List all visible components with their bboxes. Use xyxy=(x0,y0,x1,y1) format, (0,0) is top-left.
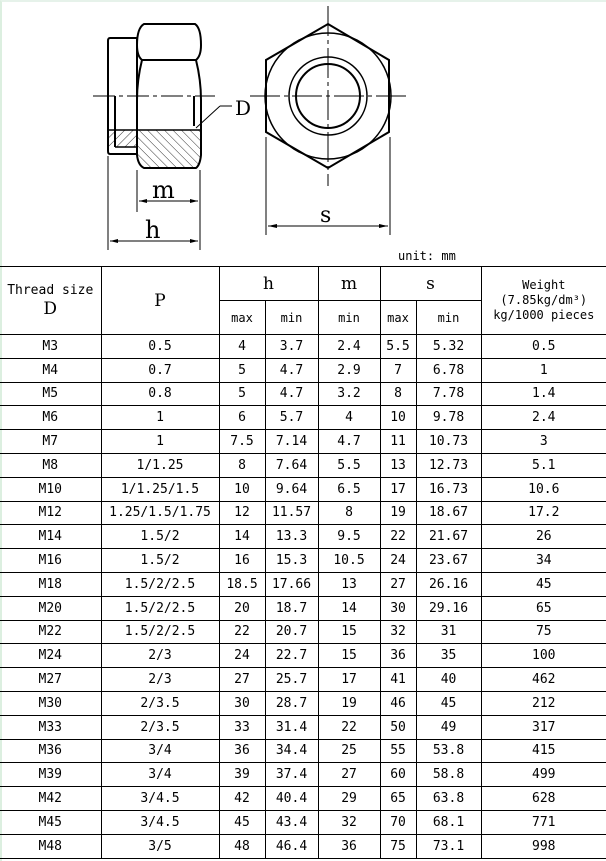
cell-s-min: 12.73 xyxy=(416,453,481,477)
cell-h-min: 22.7 xyxy=(265,644,318,668)
cell-weight: 100 xyxy=(481,644,606,668)
cell-s-max: 36 xyxy=(380,644,416,668)
cell-h-max: 39 xyxy=(219,763,265,787)
cell-pitch: 2/3.5 xyxy=(101,691,219,715)
cell-thread-size: M39 xyxy=(0,763,101,787)
cell-h-max: 18.5 xyxy=(219,572,265,596)
cell-thread-size: M16 xyxy=(0,549,101,573)
cell-h-min: 7.64 xyxy=(265,453,318,477)
cell-weight: 17.2 xyxy=(481,501,606,525)
cell-h-min: 40.4 xyxy=(265,787,318,811)
label-s: s xyxy=(320,203,332,228)
cell-h-max: 6 xyxy=(219,406,265,430)
cell-pitch: 1/1.25/1.5 xyxy=(101,477,219,501)
cell-h-max: 5 xyxy=(219,382,265,406)
label-d: D xyxy=(235,96,252,120)
cell-s-min: 31 xyxy=(416,620,481,644)
cell-thread-size: M6 xyxy=(0,406,101,430)
cell-s-min: 10.73 xyxy=(416,430,481,454)
cell-m-min: 14 xyxy=(318,596,380,620)
cell-h-max: 30 xyxy=(219,691,265,715)
label-m: m xyxy=(152,176,175,204)
cell-s-max: 17 xyxy=(380,477,416,501)
cell-s-min: 63.8 xyxy=(416,787,481,811)
cell-h-max: 33 xyxy=(219,715,265,739)
table-row xyxy=(0,382,606,406)
cell-pitch: 1.5/2/2.5 xyxy=(101,596,219,620)
cell-thread-size: M8 xyxy=(0,453,101,477)
cell-m-min: 2.4 xyxy=(318,335,380,359)
cell-h-min: 25.7 xyxy=(265,668,318,692)
cell-h-max: 20 xyxy=(219,596,265,620)
cell-s-max: 32 xyxy=(380,620,416,644)
cell-h-max: 8 xyxy=(219,453,265,477)
cell-thread-size: M12 xyxy=(0,501,101,525)
cell-s-min: 73.1 xyxy=(416,834,481,858)
cell-h-min: 20.7 xyxy=(265,620,318,644)
cell-s-max: 19 xyxy=(380,501,416,525)
cell-h-min: 28.7 xyxy=(265,691,318,715)
cell-h-min: 46.4 xyxy=(265,834,318,858)
cell-pitch: 1/1.25 xyxy=(101,453,219,477)
cell-s-min: 40 xyxy=(416,668,481,692)
cell-weight: 75 xyxy=(481,620,606,644)
label-h: h xyxy=(145,216,161,244)
cell-s-min: 7.78 xyxy=(416,382,481,406)
cell-pitch: 1.5/2/2.5 xyxy=(101,572,219,596)
cell-weight: 1 xyxy=(481,358,606,382)
cell-m-min: 4.7 xyxy=(318,430,380,454)
cell-m-min: 3.2 xyxy=(318,382,380,406)
header-s-min: min xyxy=(416,301,481,335)
cell-h-min: 18.7 xyxy=(265,596,318,620)
cell-h-min: 11.57 xyxy=(265,501,318,525)
table-row xyxy=(0,834,606,858)
unit-label: unit: mm xyxy=(398,249,456,263)
cell-h-min: 3.7 xyxy=(265,335,318,359)
cell-h-min: 15.3 xyxy=(265,549,318,573)
cell-h-max: 42 xyxy=(219,787,265,811)
header-m-min: min xyxy=(318,301,380,335)
cell-weight: 65 xyxy=(481,596,606,620)
table-row xyxy=(0,715,606,739)
cell-s-max: 10 xyxy=(380,406,416,430)
cell-weight: 771 xyxy=(481,810,606,834)
cell-pitch: 3/4 xyxy=(101,763,219,787)
table-row xyxy=(0,644,606,668)
table-row xyxy=(0,787,606,811)
cell-s-max: 7 xyxy=(380,358,416,382)
top-view xyxy=(250,6,406,235)
cell-s-max: 8 xyxy=(380,382,416,406)
cell-m-min: 19 xyxy=(318,691,380,715)
table-row xyxy=(0,739,606,763)
cell-h-max: 24 xyxy=(219,644,265,668)
cell-h-min: 34.4 xyxy=(265,739,318,763)
cell-m-min: 32 xyxy=(318,810,380,834)
header-h: h xyxy=(219,267,318,301)
cell-s-max: 50 xyxy=(380,715,416,739)
cell-s-min: 45 xyxy=(416,691,481,715)
header-pitch: P xyxy=(101,267,219,335)
cell-m-min: 13 xyxy=(318,572,380,596)
cell-m-min: 4 xyxy=(318,406,380,430)
cell-pitch: 1 xyxy=(101,406,219,430)
table-row xyxy=(0,596,606,620)
cell-s-max: 46 xyxy=(380,691,416,715)
cell-m-min: 29 xyxy=(318,787,380,811)
cell-s-min: 53.8 xyxy=(416,739,481,763)
table-row xyxy=(0,810,606,834)
cell-s-max: 30 xyxy=(380,596,416,620)
header-weight: Weight (7.85kg/dm³) kg/1000 pieces xyxy=(481,267,606,335)
nylon-lock-nut-technical-drawing xyxy=(0,0,606,262)
table-row xyxy=(0,430,606,454)
cell-thread-size: M3 xyxy=(0,335,101,359)
table-row xyxy=(0,525,606,549)
cell-weight: 415 xyxy=(481,739,606,763)
cell-thread-size: M33 xyxy=(0,715,101,739)
cell-s-min: 5.32 xyxy=(416,335,481,359)
cell-thread-size: M48 xyxy=(0,834,101,858)
cell-h-min: 43.4 xyxy=(265,810,318,834)
cell-h-max: 14 xyxy=(219,525,265,549)
cell-pitch: 2/3 xyxy=(101,644,219,668)
cell-s-min: 58.8 xyxy=(416,763,481,787)
cell-weight: 10.6 xyxy=(481,477,606,501)
cell-weight: 499 xyxy=(481,763,606,787)
header-h-min: min xyxy=(265,301,318,335)
cell-weight: 1.4 xyxy=(481,382,606,406)
cell-thread-size: M20 xyxy=(0,596,101,620)
header-s: s xyxy=(380,267,481,301)
cell-s-max: 60 xyxy=(380,763,416,787)
cell-s-max: 13 xyxy=(380,453,416,477)
cell-pitch: 0.7 xyxy=(101,358,219,382)
cell-h-max: 4 xyxy=(219,335,265,359)
table-row xyxy=(0,691,606,715)
cell-s-max: 11 xyxy=(380,430,416,454)
cell-weight: 628 xyxy=(481,787,606,811)
cell-thread-size: M30 xyxy=(0,691,101,715)
cell-pitch: 1.5/2 xyxy=(101,525,219,549)
cell-weight: 34 xyxy=(481,549,606,573)
cell-thread-size: M5 xyxy=(0,382,101,406)
table-row xyxy=(0,668,606,692)
cell-m-min: 2.9 xyxy=(318,358,380,382)
cell-weight: 317 xyxy=(481,715,606,739)
cell-thread-size: M4 xyxy=(0,358,101,382)
table-row xyxy=(0,358,606,382)
header-m: m xyxy=(318,267,380,301)
cell-h-max: 45 xyxy=(219,810,265,834)
cell-weight: 3 xyxy=(481,430,606,454)
cell-h-max: 48 xyxy=(219,834,265,858)
cell-s-max: 24 xyxy=(380,549,416,573)
cell-s-min: 68.1 xyxy=(416,810,481,834)
cell-h-max: 36 xyxy=(219,739,265,763)
cell-s-min: 23.67 xyxy=(416,549,481,573)
cell-pitch: 1 xyxy=(101,430,219,454)
cell-weight: 0.5 xyxy=(481,335,606,359)
cell-s-min: 21.67 xyxy=(416,525,481,549)
cell-m-min: 22 xyxy=(318,715,380,739)
cell-s-min: 18.67 xyxy=(416,501,481,525)
cell-pitch: 3/4 xyxy=(101,739,219,763)
cell-h-max: 7.5 xyxy=(219,430,265,454)
cell-s-min: 49 xyxy=(416,715,481,739)
cell-weight: 998 xyxy=(481,834,606,858)
cell-h-max: 16 xyxy=(219,549,265,573)
cell-pitch: 0.8 xyxy=(101,382,219,406)
header-thread-size: Thread size D xyxy=(0,267,101,335)
cell-thread-size: M24 xyxy=(0,644,101,668)
cell-s-max: 65 xyxy=(380,787,416,811)
cell-h-max: 5 xyxy=(219,358,265,382)
cell-s-min: 9.78 xyxy=(416,406,481,430)
cell-h-min: 7.14 xyxy=(265,430,318,454)
cell-s-max: 5.5 xyxy=(380,335,416,359)
cell-m-min: 15 xyxy=(318,644,380,668)
cell-thread-size: M10 xyxy=(0,477,101,501)
cell-thread-size: M14 xyxy=(0,525,101,549)
cell-s-min: 16.73 xyxy=(416,477,481,501)
cell-m-min: 36 xyxy=(318,834,380,858)
cell-thread-size: M27 xyxy=(0,668,101,692)
cell-h-max: 10 xyxy=(219,477,265,501)
cell-s-min: 6.78 xyxy=(416,358,481,382)
cell-pitch: 2/3.5 xyxy=(101,715,219,739)
cell-s-max: 22 xyxy=(380,525,416,549)
table-row xyxy=(0,572,606,596)
table-row xyxy=(0,620,606,644)
cell-thread-size: M45 xyxy=(0,810,101,834)
cell-m-min: 9.5 xyxy=(318,525,380,549)
cell-thread-size: M42 xyxy=(0,787,101,811)
cell-weight: 26 xyxy=(481,525,606,549)
cell-h-min: 31.4 xyxy=(265,715,318,739)
cell-weight: 462 xyxy=(481,668,606,692)
cell-m-min: 10.5 xyxy=(318,549,380,573)
table-body xyxy=(0,335,606,859)
cell-m-min: 27 xyxy=(318,763,380,787)
cell-s-max: 70 xyxy=(380,810,416,834)
cell-h-min: 9.64 xyxy=(265,477,318,501)
cell-thread-size: M36 xyxy=(0,739,101,763)
cell-pitch: 1.5/2/2.5 xyxy=(101,620,219,644)
cell-h-max: 22 xyxy=(219,620,265,644)
cell-weight: 5.1 xyxy=(481,453,606,477)
table-row xyxy=(0,453,606,477)
cell-s-max: 75 xyxy=(380,834,416,858)
cell-h-min: 5.7 xyxy=(265,406,318,430)
cell-pitch: 2/3 xyxy=(101,668,219,692)
cell-s-max: 41 xyxy=(380,668,416,692)
cell-thread-size: M7 xyxy=(0,430,101,454)
cell-m-min: 5.5 xyxy=(318,453,380,477)
cell-weight: 45 xyxy=(481,572,606,596)
cell-pitch: 0.5 xyxy=(101,335,219,359)
cell-s-max: 27 xyxy=(380,572,416,596)
table-row xyxy=(0,335,606,359)
cell-m-min: 17 xyxy=(318,668,380,692)
cell-h-max: 27 xyxy=(219,668,265,692)
cell-m-min: 15 xyxy=(318,620,380,644)
cell-m-min: 6.5 xyxy=(318,477,380,501)
cell-weight: 2.4 xyxy=(481,406,606,430)
cell-thread-size: M18 xyxy=(0,572,101,596)
cell-s-max: 55 xyxy=(380,739,416,763)
cell-s-min: 35 xyxy=(416,644,481,668)
cell-s-min: 26.16 xyxy=(416,572,481,596)
cell-pitch: 1.5/2 xyxy=(101,549,219,573)
header-s-max: max xyxy=(380,301,416,335)
cell-weight: 212 xyxy=(481,691,606,715)
cell-pitch: 3/4.5 xyxy=(101,787,219,811)
cell-pitch: 3/4.5 xyxy=(101,810,219,834)
cell-h-min: 37.4 xyxy=(265,763,318,787)
cell-pitch: 3/5 xyxy=(101,834,219,858)
table-row xyxy=(0,501,606,525)
cell-pitch: 1.25/1.5/1.75 xyxy=(101,501,219,525)
cell-h-min: 17.66 xyxy=(265,572,318,596)
cell-s-min: 29.16 xyxy=(416,596,481,620)
cell-h-min: 4.7 xyxy=(265,358,318,382)
cell-m-min: 25 xyxy=(318,739,380,763)
side-view xyxy=(93,24,232,250)
table-row xyxy=(0,763,606,787)
table-row xyxy=(0,549,606,573)
table-row xyxy=(0,477,606,501)
cell-h-min: 4.7 xyxy=(265,382,318,406)
dimension-table xyxy=(0,266,606,859)
table-row xyxy=(0,406,606,430)
cell-h-max: 12 xyxy=(219,501,265,525)
cell-m-min: 8 xyxy=(318,501,380,525)
cell-thread-size: M22 xyxy=(0,620,101,644)
header-h-max: max xyxy=(219,301,265,335)
cell-h-min: 13.3 xyxy=(265,525,318,549)
